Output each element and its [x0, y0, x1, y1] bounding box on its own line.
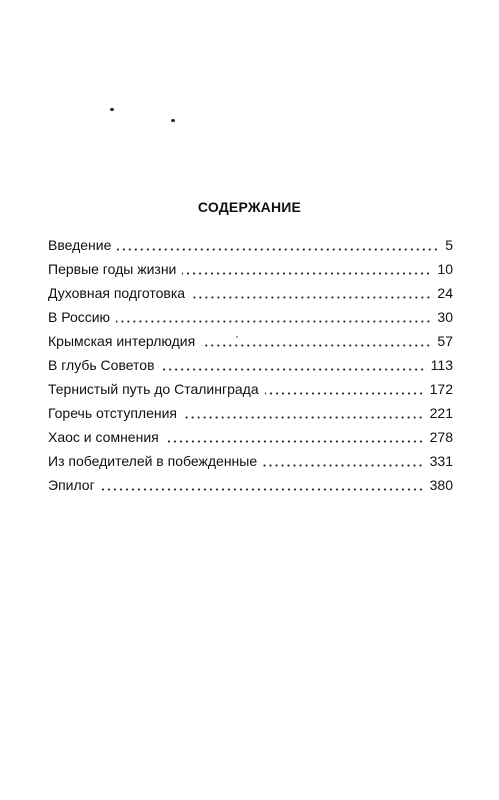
- toc-entry: [48, 257, 453, 281]
- toc-entry-title: В глубь Советов: [48, 357, 155, 373]
- toc-entry: [48, 449, 453, 473]
- dot-leader: [201, 344, 431, 347]
- toc-entry-title: Духовная подготовка: [48, 285, 186, 301]
- toc-entry-page: 172: [429, 381, 453, 397]
- toc-entry-title: Тернистый путь до Сталинграда: [48, 381, 259, 397]
- toc-entry-page: 380: [429, 477, 453, 493]
- toc-entry-title: Первые годы жизни: [48, 261, 177, 277]
- table-of-contents: [48, 233, 453, 497]
- toc-entry-page: 278: [429, 429, 453, 445]
- toc-entry-page: 331: [429, 453, 453, 469]
- dot-leader: [116, 320, 431, 323]
- toc-entry-title: Эпилог: [48, 477, 95, 493]
- toc-entry-title: В Россию: [48, 309, 111, 325]
- toc-entry: [48, 473, 453, 497]
- toc-entry-title: Хаос и сомнения: [48, 429, 159, 445]
- toc-entry-page: 10: [437, 261, 453, 277]
- toc-entry-page: 30: [437, 309, 453, 325]
- dot-leader: [182, 272, 431, 275]
- page-title: СОДЕРЖАНИЕ: [197, 199, 302, 215]
- toc-entry: [48, 353, 453, 377]
- print-speck: [171, 119, 175, 122]
- dot-leader: [165, 440, 424, 443]
- dot-leader: [117, 248, 439, 251]
- dot-leader: [101, 488, 424, 491]
- toc-entry: [48, 329, 453, 353]
- toc-entry-page: 57: [437, 333, 453, 349]
- toc-entry-page: 113: [430, 357, 453, 373]
- toc-entry-title: Крымская интерлюдия: [48, 333, 196, 349]
- toc-entry: [48, 401, 453, 425]
- toc-entry: [48, 305, 453, 329]
- print-speck: [110, 108, 114, 111]
- toc-entry-title: Горечь отступления: [48, 405, 177, 421]
- dot-leader: [183, 416, 424, 419]
- dot-leader: [191, 296, 431, 299]
- toc-entry-page: 5: [445, 237, 453, 253]
- toc-entry: [48, 233, 453, 257]
- toc-entry: [48, 377, 453, 401]
- dot-leader: [265, 392, 424, 395]
- toc-entry-page: 221: [429, 405, 453, 421]
- toc-entry-title: Введение: [48, 237, 112, 253]
- toc-entry-title: Из победителей в побежденные: [48, 453, 258, 469]
- dot-leader: [263, 464, 424, 467]
- toc-entry: [48, 281, 453, 305]
- toc-entry-page: 24: [437, 285, 453, 301]
- toc-entry: [48, 425, 453, 449]
- dot-leader: [161, 368, 425, 371]
